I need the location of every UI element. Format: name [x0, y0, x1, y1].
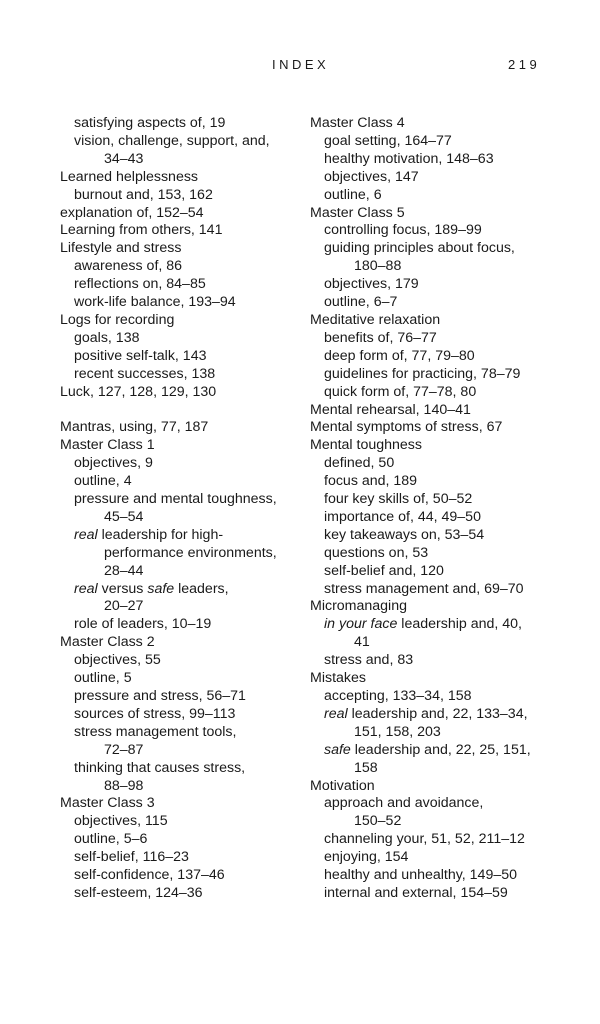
- entry-text: quick form of, 77–78, 80: [324, 383, 477, 400]
- index-continuation: [310, 760, 570, 778]
- index-heading: [310, 670, 570, 688]
- index-continuation: [310, 813, 570, 831]
- entry-text: 41: [354, 634, 370, 651]
- index-continuation: [60, 509, 320, 527]
- index-subentry: [310, 276, 570, 294]
- index-heading: [60, 437, 320, 455]
- index-subentry: [310, 473, 570, 491]
- index-subentry: [60, 813, 320, 831]
- entry-text: Mistakes: [310, 670, 366, 687]
- entry-text: versus: [97, 580, 148, 597]
- page-header: [0, 57, 600, 75]
- index-continuation: [310, 724, 570, 742]
- italic-term: real: [74, 526, 98, 543]
- index-heading: [60, 312, 320, 330]
- index-subentry: [310, 795, 570, 813]
- entry-text: performance environments,: [104, 544, 277, 561]
- index-subentry: [60, 491, 320, 509]
- index-subentry: [310, 849, 570, 867]
- entry-text: outline, 5: [74, 670, 132, 687]
- entry-text: 180–88: [354, 258, 402, 275]
- index-subentry: [60, 366, 320, 384]
- entry-text: 34–43: [104, 150, 144, 167]
- index-subentry: [60, 885, 320, 903]
- index-subentry: [60, 115, 320, 133]
- index-subentry: [310, 545, 570, 563]
- index-heading: [310, 205, 570, 223]
- entry-text: outline, 6: [324, 186, 382, 203]
- index-heading: [60, 222, 320, 240]
- index-subentry: [60, 849, 320, 867]
- index-subentry: [310, 384, 570, 402]
- entry-text: objectives, 179: [324, 276, 419, 293]
- italic-term: safe: [147, 580, 175, 597]
- index-heading: [60, 169, 320, 187]
- entry-text: 158: [354, 759, 378, 776]
- italic-term: in your face: [324, 616, 398, 633]
- entry-text: role of leaders, 10–19: [74, 616, 212, 633]
- entry-text: objectives, 115: [74, 813, 168, 830]
- entry-text: Mental symptoms of stress, 67: [310, 419, 503, 436]
- index-subentry: [310, 652, 570, 670]
- entry-text: Master Class 2: [60, 634, 155, 651]
- italic-term: real: [74, 580, 98, 597]
- entry-text: pressure and stress, 56–71: [74, 687, 246, 704]
- entry-text: Mantras, using, 77, 187: [60, 419, 209, 436]
- entry-text: 151, 158, 203: [354, 723, 441, 740]
- index-heading: [310, 312, 570, 330]
- entry-text: stress and, 83: [324, 652, 414, 669]
- entry-text: enjoying, 154: [324, 849, 409, 866]
- index-subentry: [310, 151, 570, 169]
- index-subentry: [310, 688, 570, 706]
- index-heading: [60, 240, 320, 258]
- entry-text: Lifestyle and stress: [60, 240, 182, 257]
- entry-text: satisfying aspects of, 19: [74, 115, 226, 131]
- index-subentry: [60, 831, 320, 849]
- index-subentry: [60, 760, 320, 778]
- entry-text: leadership for high-: [97, 526, 224, 543]
- entry-text: vision, challenge, support, and,: [74, 132, 270, 149]
- index-subentry: [310, 867, 570, 885]
- index-subentry: [310, 455, 570, 473]
- entry-text: leadership and, 22, 25, 151,: [350, 741, 531, 758]
- index-subentry: [60, 473, 320, 491]
- index-heading: [60, 795, 320, 813]
- entry-text: Micromanaging: [310, 598, 407, 615]
- index-subentry: [310, 187, 570, 205]
- index-subentry: [310, 527, 570, 545]
- entry-text: work-life balance, 193–94: [74, 294, 236, 311]
- index-subentry: [60, 670, 320, 688]
- entry-text: healthy and unhealthy, 149–50: [324, 867, 518, 884]
- entry-text: outline, 4: [74, 473, 132, 490]
- index-subentry: [310, 222, 570, 240]
- index-subentry: [310, 330, 570, 348]
- entry-text: approach and avoidance,: [324, 795, 484, 812]
- entry-spacer: [60, 402, 320, 420]
- entry-text: 72–87: [104, 741, 144, 758]
- entry-text: Luck, 127, 128, 129, 130: [60, 383, 217, 400]
- entry-text: objectives, 9: [74, 455, 153, 472]
- entry-text: stress management tools,: [74, 723, 237, 740]
- entry-text: channeling your, 51, 52, 211–12: [324, 831, 525, 848]
- entry-text: controlling focus, 189–99: [324, 222, 482, 239]
- entry-text: benefits of, 76–77: [324, 329, 437, 346]
- index-subentry: [310, 240, 570, 258]
- index-heading: [60, 384, 320, 402]
- entry-text: outline, 6–7: [324, 294, 398, 311]
- entry-text: defined, 50: [324, 455, 395, 472]
- index-subentry: [60, 581, 320, 599]
- entry-text: objectives, 55: [74, 652, 161, 669]
- entry-text: self-confidence, 137–46: [74, 867, 225, 884]
- index-column-right: [310, 115, 570, 903]
- index-continuation: [60, 151, 320, 169]
- index-subentry: [60, 258, 320, 276]
- entry-text: Master Class 5: [310, 204, 405, 221]
- index-subentry: [310, 169, 570, 187]
- entry-text: leadership and, 40,: [397, 616, 522, 633]
- index-subentry: [310, 706, 570, 724]
- index-subentry: [310, 366, 570, 384]
- entry-text: importance of, 44, 49–50: [324, 508, 481, 525]
- index-subentry: [310, 831, 570, 849]
- index-subentry: [60, 527, 320, 545]
- entry-text: self-belief, 116–23: [74, 849, 189, 866]
- entry-text: 88–98: [104, 777, 144, 794]
- entry-text: accepting, 133–34, 158: [324, 688, 472, 704]
- index-heading: [310, 778, 570, 796]
- entry-text: guidelines for practicing, 78–79: [324, 365, 521, 382]
- index-subentry: [310, 509, 570, 527]
- entry-text: focus and, 189: [324, 473, 418, 490]
- index-subentry: [310, 348, 570, 366]
- index-subentry: [60, 616, 320, 634]
- page-number: 219: [508, 57, 541, 72]
- index-column-left: [60, 115, 320, 903]
- entry-text: burnout and, 153, 162: [74, 186, 213, 203]
- entry-text: Master Class 1: [60, 437, 155, 454]
- index-continuation: [60, 563, 320, 581]
- entry-text: pressure and mental toughness,: [74, 491, 277, 508]
- entry-text: positive self-talk, 143: [74, 347, 207, 364]
- index-subentry: [60, 724, 320, 742]
- index-subentry: [60, 133, 320, 151]
- entry-text: healthy motivation, 148–63: [324, 150, 494, 167]
- entry-text: outline, 5–6: [74, 831, 148, 848]
- entry-text: goals, 138: [74, 329, 140, 346]
- index-subentry: [60, 652, 320, 670]
- index-subentry: [310, 581, 570, 599]
- entry-text: goal setting, 164–77: [324, 132, 452, 149]
- entry-text: Logs for recording: [60, 311, 175, 328]
- index-subentry: [310, 616, 570, 634]
- entry-text: reflections on, 84–85: [74, 276, 206, 293]
- running-head-title: INDEX: [272, 57, 330, 72]
- index-continuation: [60, 598, 320, 616]
- entry-text: Master Class 4: [310, 115, 405, 131]
- index-subentry: [310, 491, 570, 509]
- entry-text: Learning from others, 141: [60, 222, 223, 239]
- entry-text: leadership and, 22, 133–34,: [347, 705, 528, 722]
- index-subentry: [310, 885, 570, 903]
- entry-text: sources of stress, 99–113: [74, 705, 236, 722]
- entry-text: 20–27: [104, 598, 144, 615]
- index-continuation: [60, 778, 320, 796]
- index-heading: [310, 115, 570, 133]
- italic-term: safe: [324, 741, 351, 758]
- index-subentry: [60, 688, 320, 706]
- index-continuation: [310, 634, 570, 652]
- entry-text: questions on, 53: [324, 544, 429, 561]
- index-subentry: [60, 330, 320, 348]
- entry-text: deep form of, 77, 79–80: [324, 347, 475, 364]
- index-subentry: [60, 455, 320, 473]
- index-heading: [310, 598, 570, 616]
- index-subentry: [60, 276, 320, 294]
- index-subentry: [310, 742, 570, 760]
- entry-text: internal and external, 154–59: [324, 884, 508, 901]
- index-continuation: [310, 258, 570, 276]
- entry-text: Mental toughness: [310, 437, 422, 454]
- index-heading: [60, 634, 320, 652]
- index-subentry: [60, 348, 320, 366]
- index-subentry: [60, 706, 320, 724]
- entry-text: Motivation: [310, 777, 375, 794]
- entry-text: guiding principles about focus,: [324, 240, 515, 257]
- index-subentry: [60, 187, 320, 205]
- entry-text: Master Class 3: [60, 795, 155, 812]
- entry-text: four key skills of, 50–52: [324, 491, 473, 508]
- entry-text: recent successes, 138: [74, 365, 216, 382]
- entry-text: objectives, 147: [324, 168, 419, 185]
- entry-text: Mental rehearsal, 140–41: [310, 401, 471, 418]
- entry-text: 28–44: [104, 562, 144, 579]
- entry-text: Meditative relaxation: [310, 311, 441, 328]
- index-continuation: [60, 742, 320, 760]
- index-heading: [310, 402, 570, 420]
- index-heading: [310, 419, 570, 437]
- entry-text: self-esteem, 124–36: [74, 884, 203, 901]
- index-heading: [60, 205, 320, 223]
- index-subentry: [310, 563, 570, 581]
- index-heading: [60, 419, 320, 437]
- entry-text: 45–54: [104, 508, 144, 525]
- entry-text: self-belief and, 120: [324, 562, 444, 579]
- entry-text: awareness of, 86: [74, 258, 183, 275]
- index-subentry: [310, 294, 570, 312]
- entry-text: stress management and, 69–70: [324, 580, 524, 597]
- entry-text: leaders,: [174, 580, 229, 597]
- index-subentry: [60, 867, 320, 885]
- index-heading: [310, 437, 570, 455]
- index-subentry: [60, 294, 320, 312]
- index-subentry: [310, 133, 570, 151]
- entry-text: 150–52: [354, 813, 402, 830]
- italic-term: real: [324, 705, 348, 722]
- entry-text: thinking that causes stress,: [74, 759, 246, 776]
- entry-text: key takeaways on, 53–54: [324, 526, 485, 543]
- index-continuation: [60, 545, 320, 563]
- entry-text: Learned helplessness: [60, 168, 199, 185]
- entry-text: explanation of, 152–54: [60, 204, 204, 221]
